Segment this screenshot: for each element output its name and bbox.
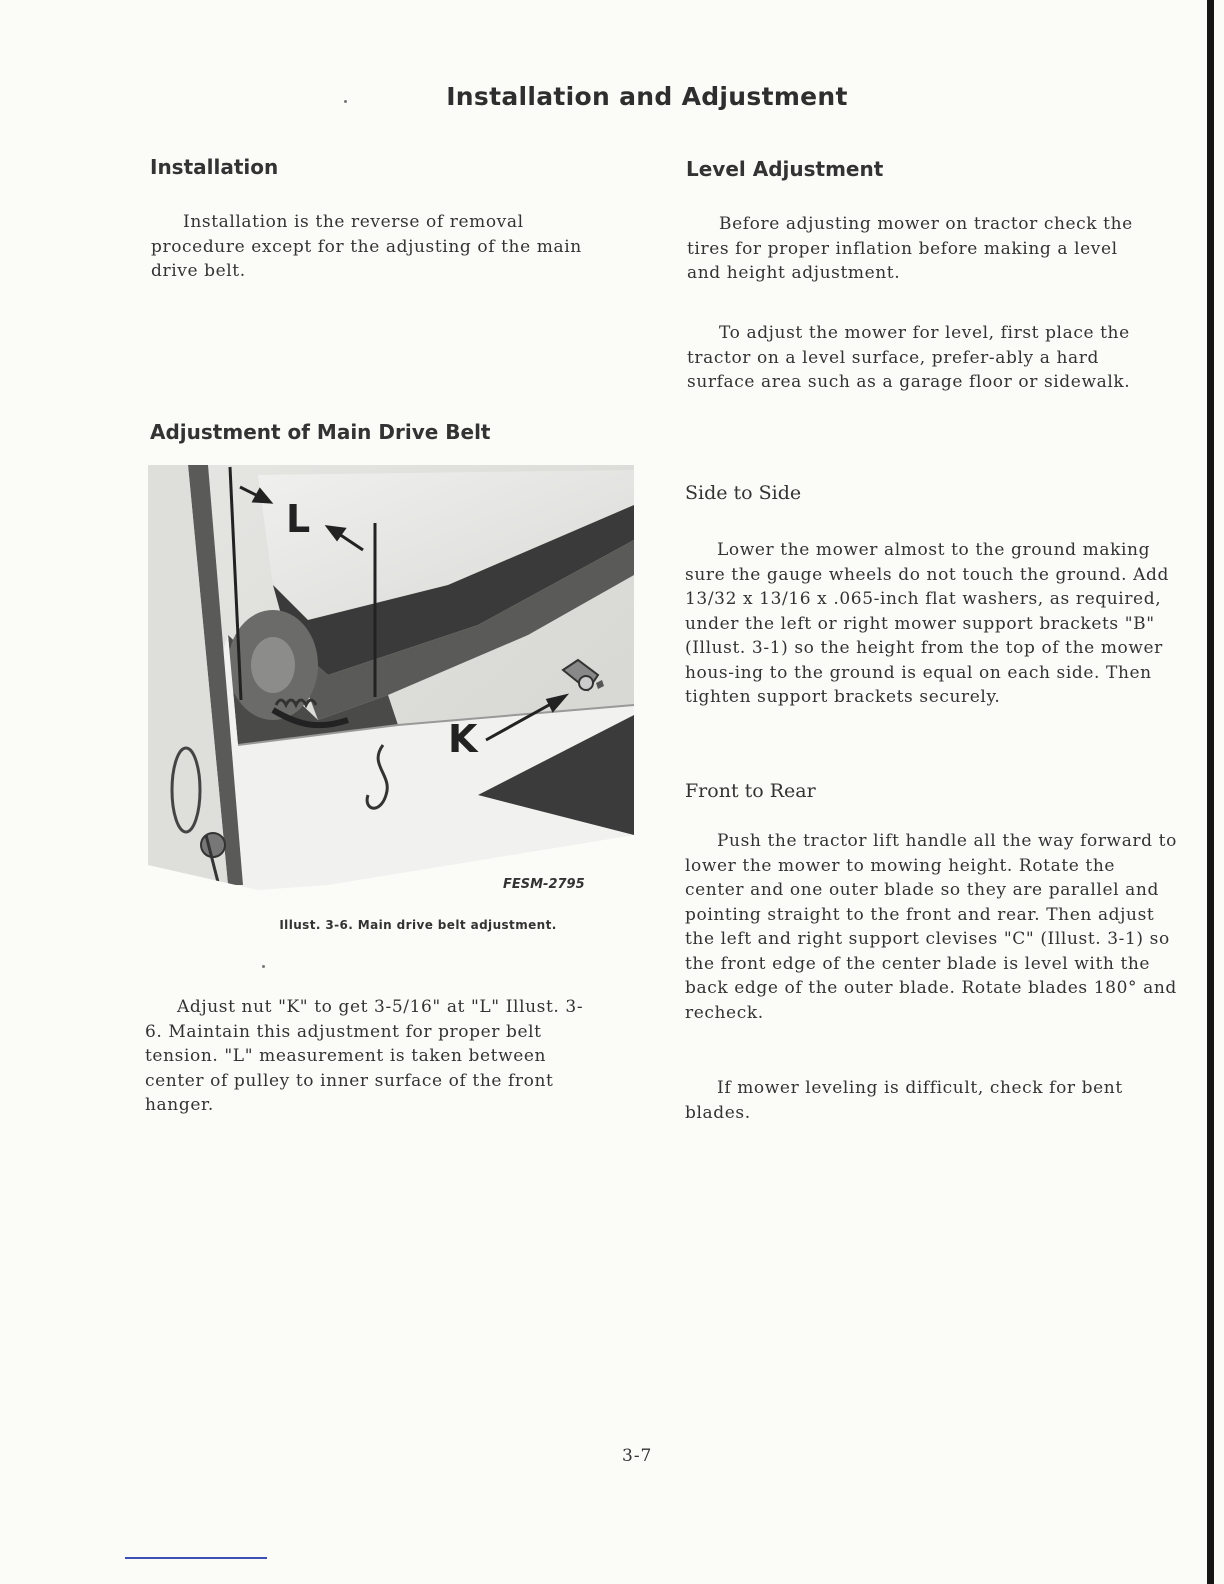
bottom-rule: [125, 1557, 267, 1559]
scan-edge: [1207, 0, 1214, 1584]
side-to-side-heading: Side to Side: [685, 482, 802, 504]
drive-belt-photo: [148, 465, 634, 895]
label-k: K: [448, 717, 478, 761]
installation-text: Installation is the reverse of removal procedure except for the adjusting of the main drive belt.: [151, 212, 582, 281]
side-to-side-text: Lower the mower almost to the ground making sure the gauge wheels do not touch the ground. Add 13/32 x 13/16 x .065-inch flat washers, as required, under the left or right mower support brackets "B" (Illust. 3-1) so the height from the top of the mower hous-ing to the ground is equal on each side. Then tighten support brackets securely.: [685, 540, 1169, 707]
installation-heading: Installation: [150, 155, 279, 179]
page-title: Installation and Adjustment: [446, 82, 848, 111]
front-to-rear-text: Push the tractor lift handle all the way forward to lower the mower to mowing height. Rotate the center and one outer blade so they are parallel and pointing straight to the front and rear. Then adjust the left and right support clevises "C" (Illust. 3-1) so the front edge of the center blade is level with the back edge of the outer blade. Rotate blades 180° and recheck.: [685, 831, 1177, 1023]
level-adjustment-heading: Level Adjustment: [686, 157, 884, 181]
drive-belt-text: Adjust nut "K" to get 3-5/16" at "L" Illust. 3-6. Maintain this adjustment for proper belt tension. "L" measurement is taken between center of pulley to inner surface of the front hanger.: [145, 997, 584, 1115]
level-adjustment-text-2: To adjust the mower for level, first place the tractor on a level surface, prefer-ably a hard surface area such as a garage floor or sidewalk.: [687, 323, 1131, 392]
leveling-note: If mower leveling is difficult, check for bent blades.: [685, 1078, 1123, 1123]
figure-code: FESM-2795: [503, 877, 585, 892]
level-adjustment-text-1: Before adjusting mower on tractor check the tires for proper inflation before making a level and height adjustment.: [687, 214, 1133, 283]
speck: [344, 100, 347, 103]
drive-belt-heading: Adjustment of Main Drive Belt: [150, 420, 491, 444]
front-to-rear-heading: Front to Rear: [685, 780, 816, 802]
page-number: 3-7: [622, 1446, 653, 1466]
figure-caption: Illust. 3-6. Main drive belt adjustment.: [279, 918, 557, 932]
label-l: L: [286, 497, 311, 541]
speck: [262, 965, 265, 968]
